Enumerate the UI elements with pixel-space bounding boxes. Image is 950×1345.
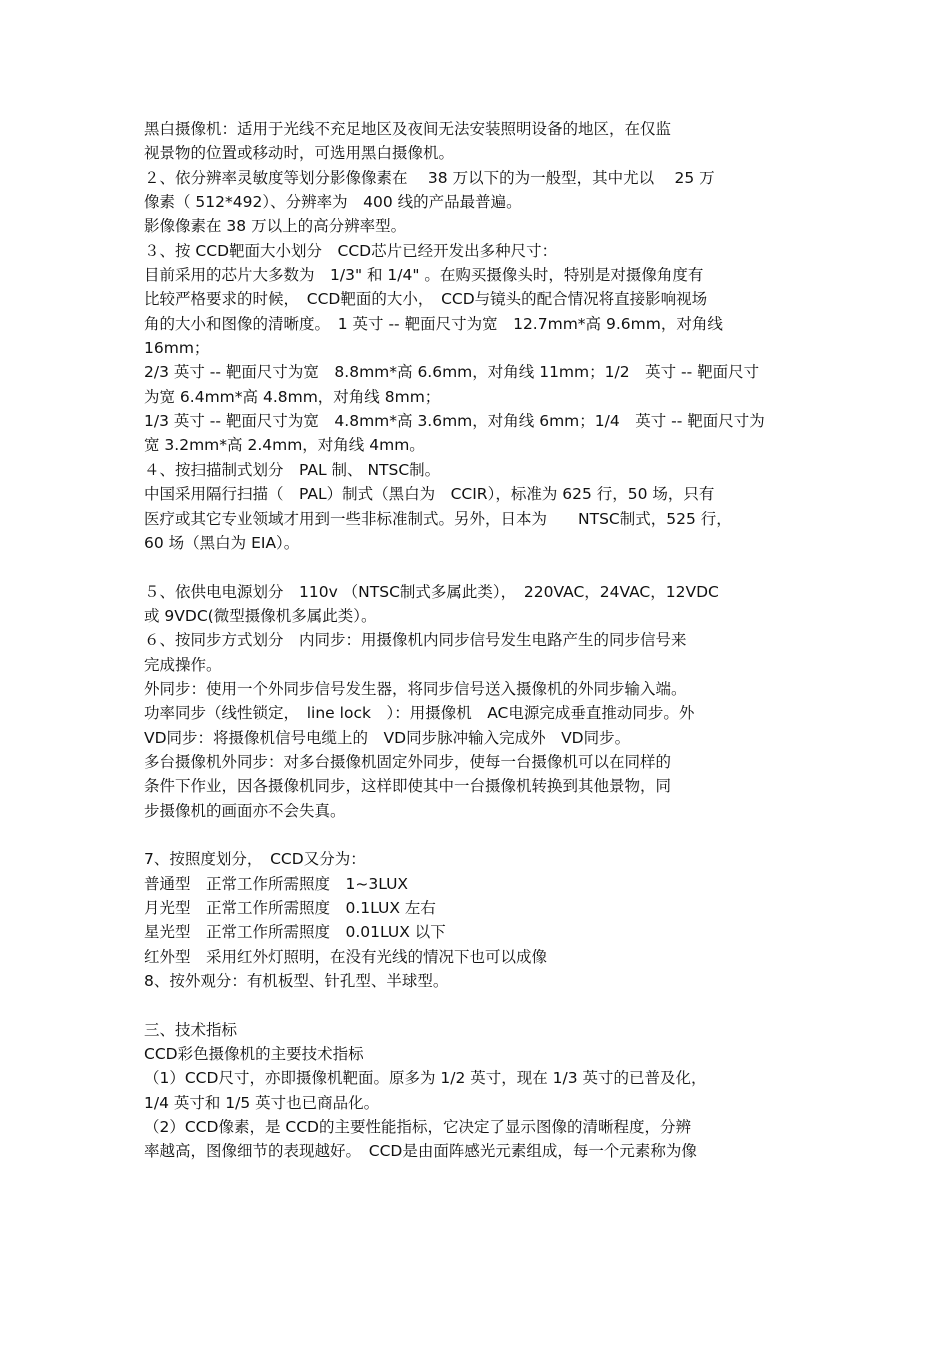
text-line: ３、按 CCD靶面大小划分 CCD芯片已经开发出多种尺寸： — [144, 241, 558, 260]
text-line: 外同步：使用一个外同步信号发生器，将同步信号送入摄像机的外同步输入端。 — [144, 679, 687, 698]
text-line: 为宽 6.4mm*高 4.8mm，对角线 8mm； — [144, 387, 441, 406]
text-line: 16mm； — [144, 339, 210, 358]
text-line: 率越高，图像细节的表现越好。 CCD是由面阵感光元素组成，每一个元素称为像 — [144, 1142, 697, 1161]
text-line: 黑白摄像机：适用于光线不充足地区及夜间无法安装照明设备的地区，在仅监 — [144, 120, 672, 138]
text-line: 8、按外观分：有机板型、针孔型、半球型。 — [144, 972, 449, 991]
text-line: 影像像素在 38 万以上的高分辨率型。 — [144, 217, 407, 236]
text-line: ６、按同步方式划分 内同步：用摄像机内同步信号发生电路产生的同步信号来 — [144, 631, 687, 650]
document-body — [144, 117, 824, 1164]
text-line: 月光型 正常工作所需照度 0.1LUX 左右 — [144, 899, 436, 917]
text-line: ５、依供电电源划分 110v （NTSC制式多属此类）， 220VAC，24VAC，12VDC — [144, 582, 719, 601]
text-line: 2/3 英寸 -- 靶面尺寸为宽 8.8mm*高 6.6mm，对角线 11mm；1/2 英寸 -- 靶面尺寸 — [144, 363, 760, 382]
text-line: 功率同步（线性锁定， line lock ）：用摄像机 AC电源完成垂直推动同步。外 — [144, 704, 695, 723]
text-line: 比较严格要求的时候， CCD靶面的大小， CCD与镜头的配合情况将直接影响视场 — [144, 290, 708, 309]
text-line: VD同步：将摄像机信号电缆上的 VD同步脉冲输入完成外 VD同步。 — [144, 728, 631, 747]
blank-line — [144, 993, 824, 1017]
text-line: 中国采用隔行扫描（ PAL）制式（黑白为 CCIR），标准为 625 行，50 场，只有 — [144, 485, 715, 504]
blank-line — [144, 823, 824, 847]
text-line: 宽 3.2mm*高 2.4mm，对角线 4mm。 — [144, 436, 425, 455]
text-line: （1）CCD尺寸，亦即摄像机靶面。原多为 1/2 英寸，现在 1/3 英寸的已普及化， — [144, 1069, 707, 1088]
text-line: 三、技术指标 — [144, 1020, 238, 1039]
blank-line — [144, 555, 824, 579]
text-line: 角的大小和图像的清晰度。 1 英寸 -- 靶面尺寸为宽 12.7mm*高 9.6mm，对角线 — [144, 314, 723, 333]
text-line: 目前采用的芯片大多数为 1/3" 和 1/4" 。在购买摄像头时，特别是对摄像角度有 — [144, 266, 704, 285]
text-line: 或 9VDC(微型摄像机多属此类）。 — [144, 606, 377, 625]
text-line: 步摄像机的画面亦不会失真。 — [144, 801, 346, 820]
text-line: 视景物的位置或移动时，可选用黑白摄像机。 — [144, 144, 455, 163]
text-line: 多台摄像机外同步：对多台摄像机固定外同步，使每一台摄像机可以在同样的 — [144, 752, 672, 771]
text-line: 1/3 英寸 -- 靶面尺寸为宽 4.8mm*高 3.6mm，对角线 6mm；1/4 英寸 -- 靶面尺寸为 — [144, 412, 765, 431]
text-line: ４、按扫描制式划分 PAL 制、 NTSC制。 — [144, 460, 441, 479]
text-line: 1/4 英寸和 1/5 英寸也已商品化。 — [144, 1093, 380, 1112]
text-line: ２、依分辨率灵敏度等划分影像像素在 38 万以下的为一般型，其中尤以 25 万 — [144, 168, 715, 187]
text-line: 条件下作业，因各摄像机同步，这样即使其中一台摄像机转换到其他景物，同 — [144, 777, 672, 796]
text-line: 60 场（黑白为 EIA）。 — [144, 533, 300, 552]
text-line: 完成操作。 — [144, 655, 222, 674]
text-line: 普通型 正常工作所需照度 1~3LUX — [144, 874, 409, 893]
text-line: 7、按照度划分， CCD又分为： — [144, 850, 366, 869]
text-line: （2）CCD像素，是 CCD的主要性能指标，它决定了显示图像的清晰程度，分辨 — [144, 1118, 691, 1137]
text-line: 星光型 正常工作所需照度 0.01LUX 以下 — [144, 923, 446, 942]
text-line: 红外型 采用红外灯照明，在没有光线的情况下也可以成像 — [144, 947, 548, 966]
text-line: CCD彩色摄像机的主要技术指标 — [144, 1045, 364, 1064]
text-line: 医疗或其它专业领域才用到一些非标准制式。另外，日本为 NTSC制式，525 行， — [144, 509, 732, 528]
text-line: 像素（ 512*492）、分辨率为 400 线的产品最普遍。 — [144, 193, 522, 212]
